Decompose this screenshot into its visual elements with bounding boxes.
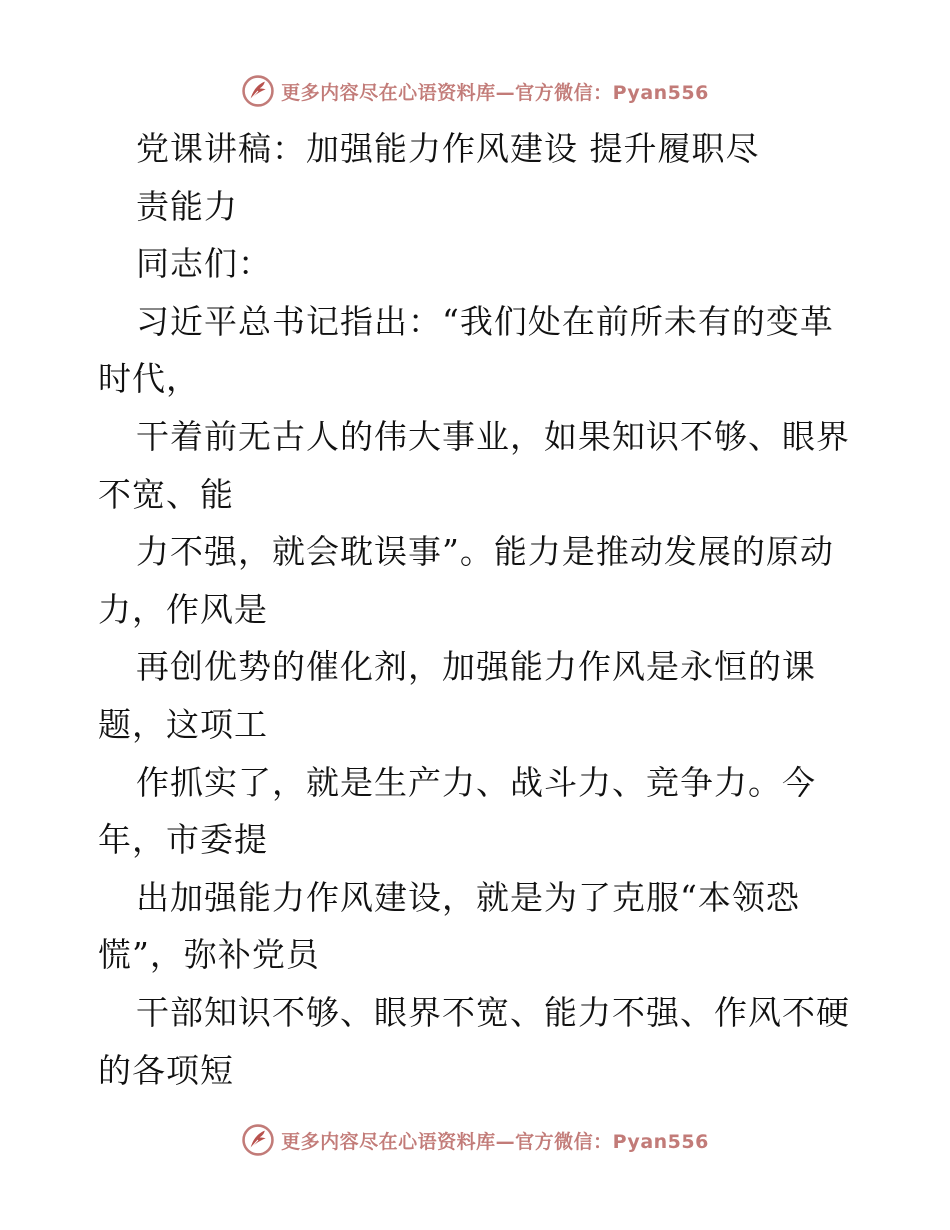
feather-pen-icon: [241, 1123, 275, 1157]
footer-banner: [0, 1120, 950, 1160]
text-line: 干着前无古人的伟大事业，如果知识不够、眼界: [136, 416, 850, 456]
text-line: 同志们：: [136, 244, 272, 284]
text-line: 年，市委提: [98, 820, 268, 860]
text-line: 时代，: [98, 359, 200, 399]
text-line: 慌”，弥补党员: [98, 935, 320, 975]
text-line: 习近平总书记指出：“我们处在前所未有的变革: [136, 301, 834, 341]
document-body: [98, 120, 868, 1099]
text-line: 党课讲稿：加强能力作风建设 提升履职尽: [136, 129, 760, 168]
text-line: 再创优势的催化剂，加强能力作风是永恒的课: [136, 647, 816, 687]
text-line: 责能力: [136, 186, 238, 226]
text-line: 出加强能力作风建设，就是为了克服“本领恐: [136, 877, 800, 917]
text-line: 的各项短: [98, 1050, 234, 1090]
text-line: 力，作风是: [98, 589, 268, 629]
banner-text: 更多内容尽在心语资料库—官方微信：Pyan556: [281, 1130, 709, 1153]
feather-pen-icon: [241, 74, 275, 108]
text-line: 题，这项工: [98, 704, 268, 744]
text-line: 作抓实了，就是生产力、战斗力、竞争力。今: [136, 762, 816, 802]
text-line: 力不强，就会耽误事”。能力是推动发展的原动: [136, 532, 834, 572]
text-line: 不宽、能: [98, 474, 234, 514]
header-banner: [0, 71, 950, 111]
text-line: 干部知识不够、眼界不宽、能力不强、作风不硬: [136, 992, 850, 1032]
banner-text: 更多内容尽在心语资料库—官方微信：Pyan556: [281, 81, 709, 104]
